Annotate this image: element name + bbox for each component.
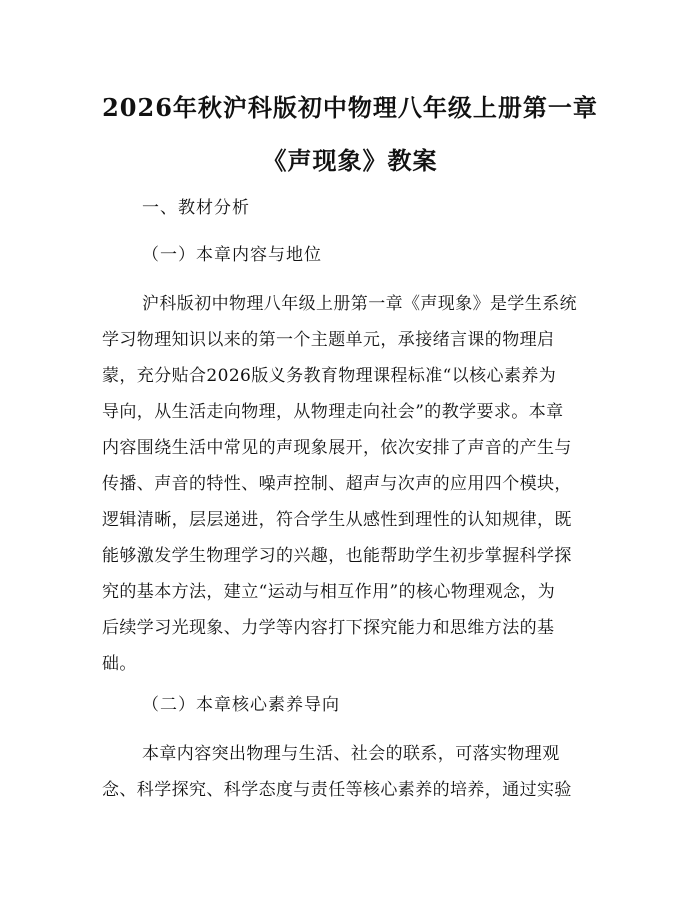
paragraph-1-line-7: 逻辑清晰，层层递进，符合学生从感性到理性的认知规律，既: [102, 510, 572, 530]
subsection-heading-2: （二）本章核心素养导向: [142, 695, 340, 715]
document-title-line-1: 2026年秋沪科版初中物理八年级上册第一章: [102, 93, 598, 122]
subsection-heading-1: （一）本章内容与地位: [142, 245, 322, 265]
paragraph-1-line-9: 究的基本方法，建立“运动与相互作用”的核心物理观念，为: [102, 582, 556, 602]
paragraph-1-line-8: 能够激发学生物理学习的兴趣，也能帮助学生初步掌握科学探: [102, 546, 572, 566]
section-heading: 一、教材分析: [142, 198, 250, 218]
paragraph-1-line-1: 沪科版初中物理八年级上册第一章《声现象》是学生系统: [142, 294, 577, 314]
paragraph-1-line-5: 内容围绕生活中常见的声现象展开，依次安排了声音的产生与: [102, 438, 572, 458]
paragraph-1-line-11: 础。: [102, 654, 137, 674]
paragraph-1-line-10: 后续学习光现象、力学等内容打下探究能力和思维方法的基: [102, 618, 555, 638]
document-title-line-2: 《声现象》教案: [262, 146, 438, 175]
paragraph-1-line-4: 导向，从生活走向物理，从物理走向社会”的教学要求。本章: [102, 402, 564, 422]
paragraph-1-line-6: 传播、声音的特性、噪声控制、超声与次声的应用四个模块，: [102, 474, 572, 494]
paragraph-2-line-2: 念、科学探究、科学态度与责任等核心素养的培养，通过实验: [102, 780, 572, 800]
paragraph-2-line-1: 本章内容突出物理与生活、社会的联系，可落实物理观: [142, 744, 560, 764]
paragraph-1-line-2: 学习物理知识以来的第一个主题单元，承接绪言课的物理启: [102, 330, 555, 350]
paragraph-1-line-3: 蒙，充分贴合2026版义务教育物理课程标准“以核心素养为: [102, 366, 557, 386]
